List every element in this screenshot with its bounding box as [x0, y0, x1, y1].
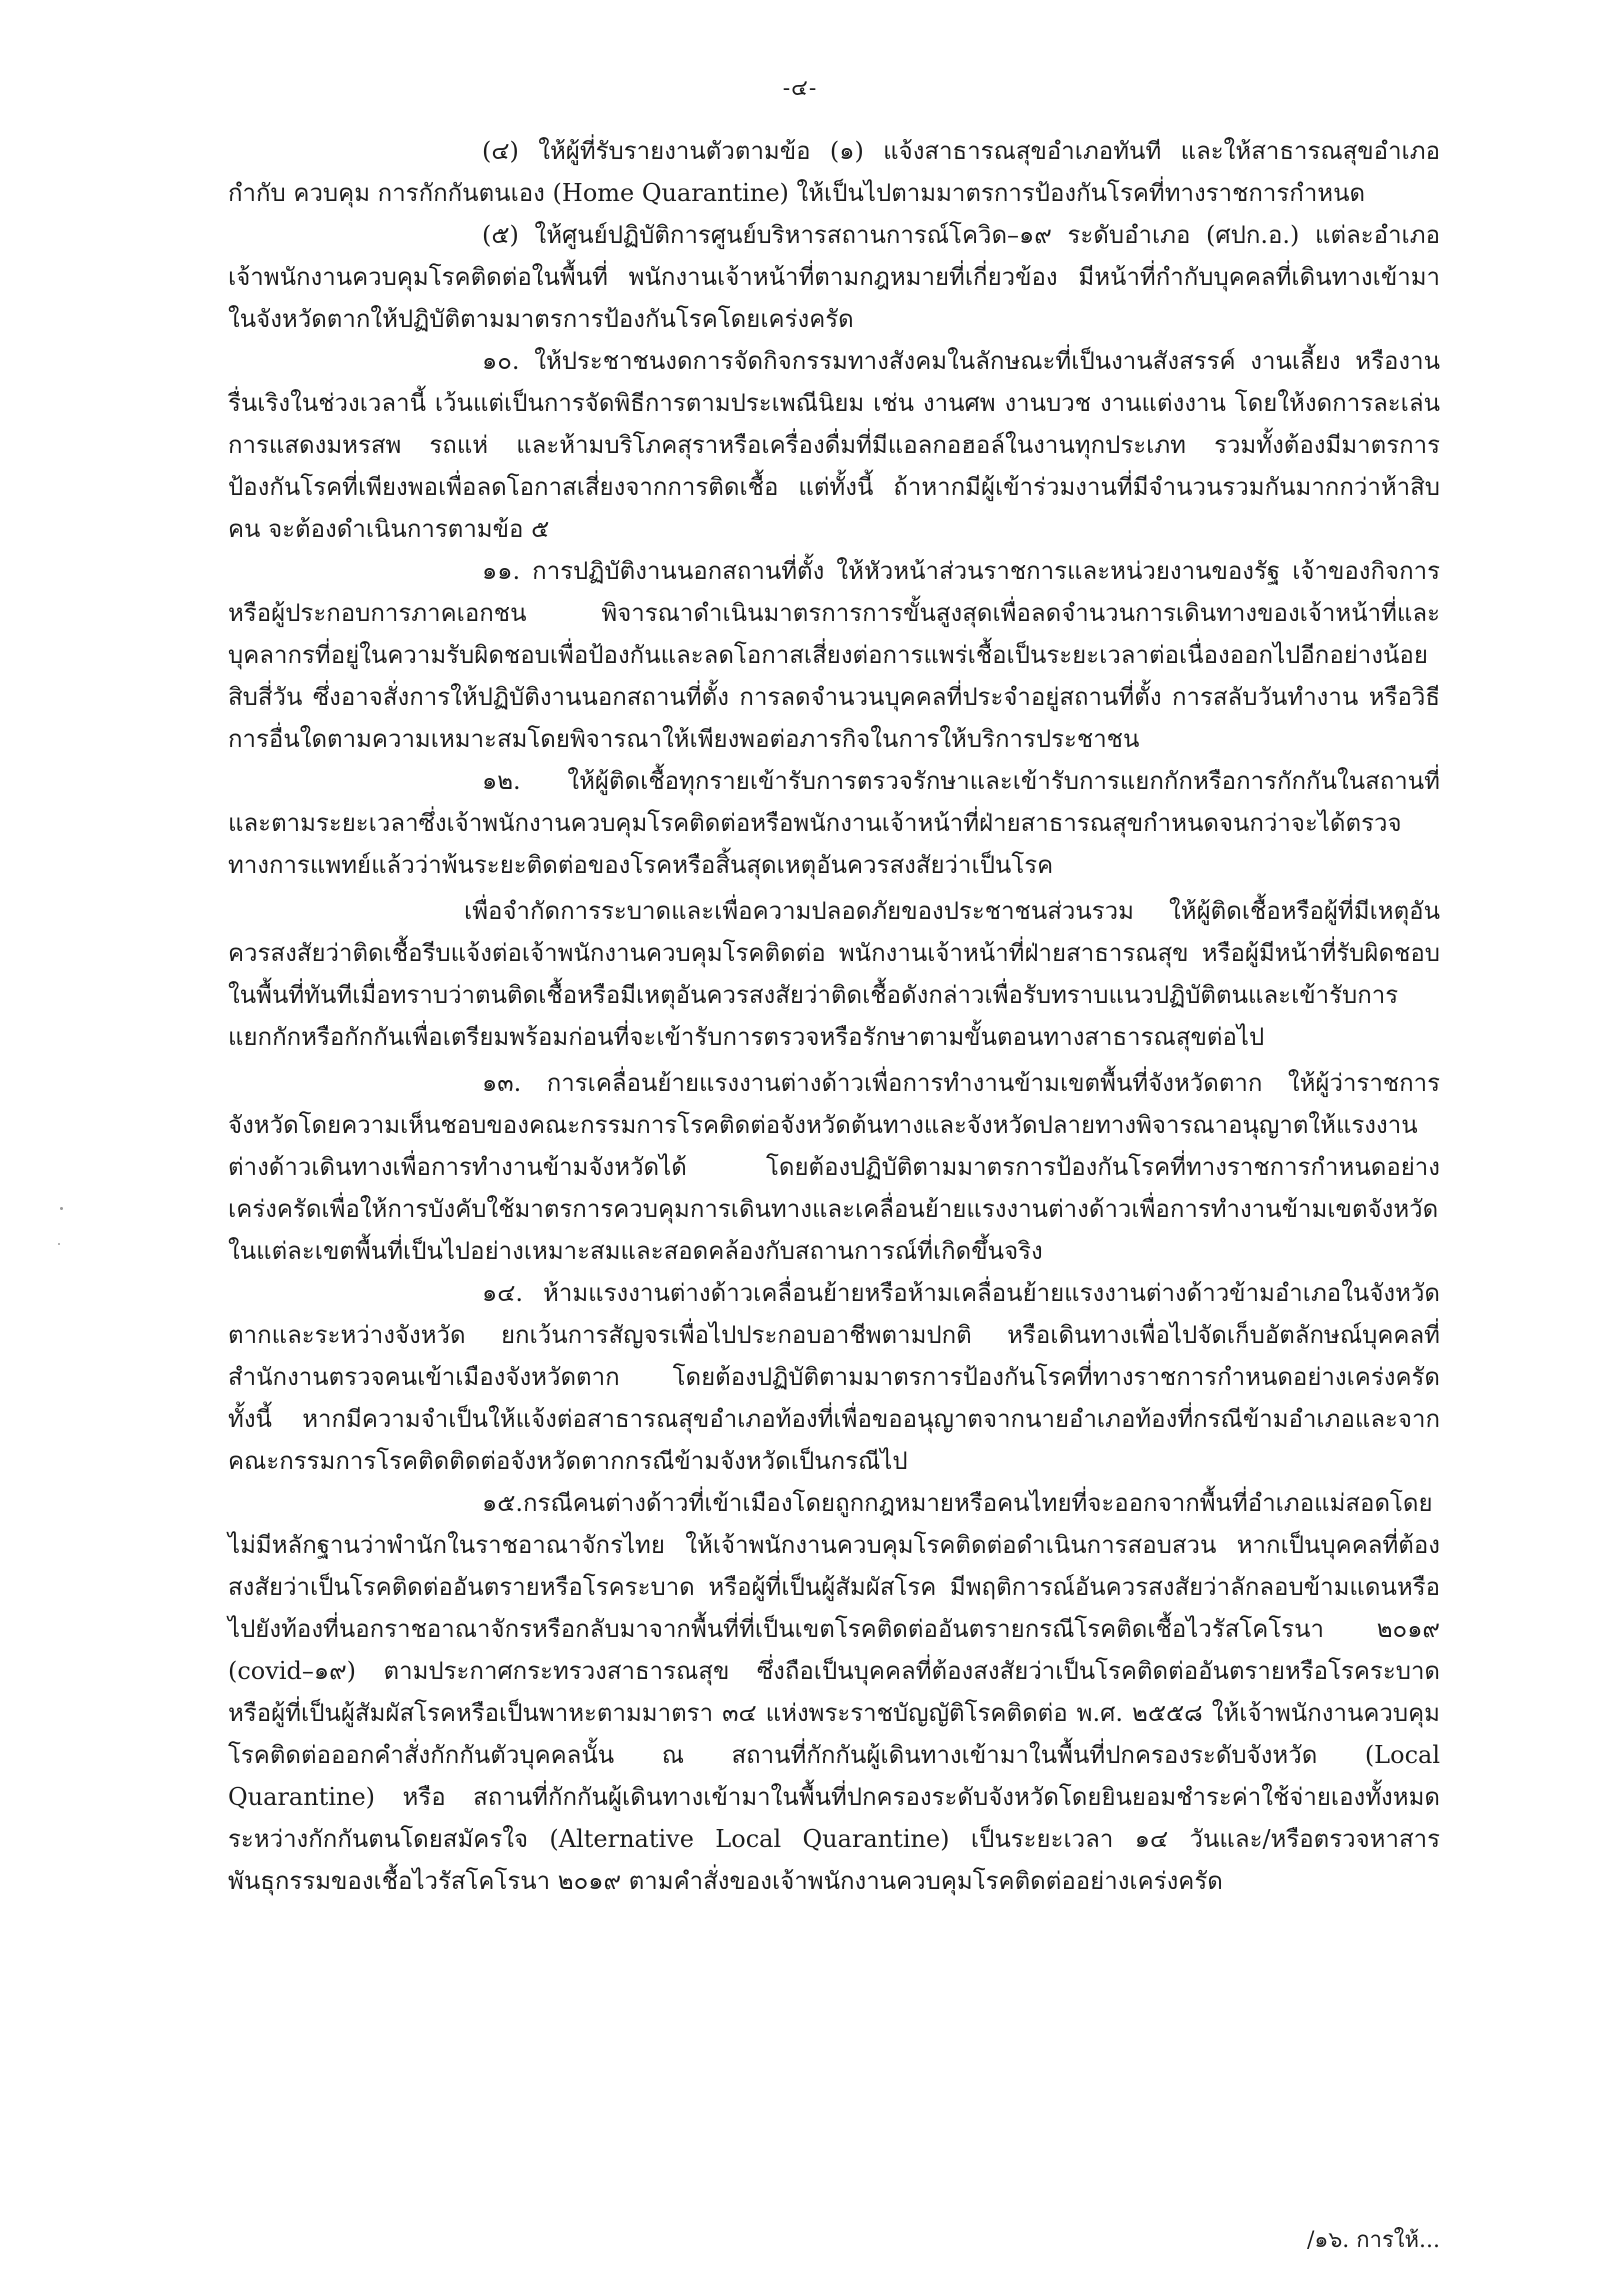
clause-14: ๑๔. ห้ามแรงงานต่างด้าวเคลื่อนย้ายหรือห้ามเคลื่อนย้ายแรงงานต่างด้าวข้ามอำเภอในจังหวัดตากและระหว่างจังหวัด ยกเว้นการสัญจรเพื่อไปประกอบอาชีพตามปกติ หรือเดินทางเพื่อไปจัดเก็บอัตลักษณ์บุคคลที่สำนักงานตรวจคนเข้าเมืองจังหวัดตาก โดยต้องปฏิบัติตามมาตรการป้องกันโรคที่ทางราชการกำหนดอย่างเคร่งครัด ทั้งนี้ หากมีความจำเป็นให้แจ้งต่อสาธารณสุขอำเภอท้องที่เพื่อขออนุญาตจากนายอำเภอท้องที่กรณีข้ามอำเภอและจากคณะกรรมการโรคติดติดต่อจังหวัดตากกรณีข้ามจังหวัดเป็นกรณีไป — [228, 1279, 1440, 1475]
clause-12-note: เพื่อจำกัดการระบาดและเพื่อความปลอดภัยของประชาชนส่วนรวม ให้ผู้ติดเชื้อหรือผู้ที่มีเหตุอันควรสงสัยว่าติดเชื้อรีบแจ้งต่อเจ้าพนักงานควบคุมโรคติดต่อ พนักงานเจ้าหน้าที่ฝ่ายสาธารณสุข หรือผู้มีหน้าที่รับผิดชอบในพื้นที่ทันทีเมื่อทราบว่าตนติดเชื้อหรือมีเหตุอันควรสงสัยว่าติดเชื้อดังกล่าวเพื่อรับทราบแนวปฏิบัติตนและเข้ารับการแยกกักหรือกักกันเพื่อเตรียมพร้อมก่อนที่จะเข้ารับการตรวจหรือรักษาตามขั้นตอนทางสาธารณสุขต่อไป — [228, 897, 1440, 1051]
document-body — [228, 130, 1440, 1902]
paragraph-4: (๔) ให้ผู้ที่รับรายงานตัวตามข้อ (๑) แจ้งสาธารณสุขอำเภอทันที และให้สาธารณสุขอำเภอกำกับ ควบคุม การกักกันตนเอง (Home Quarantine) ให้เป็นไปตามมาตรการป้องกันโรคที่ทางราชการกำหนด — [228, 137, 1440, 207]
scan-speck — [60, 1207, 63, 1210]
clause-10: ๑๐. ให้ประชาชนงดการจัดกิจกรรมทางสังคมในลักษณะที่เป็นงานสังสรรค์ งานเลี้ยง หรืองานรื่นเริงในช่วงเวลานี้ เว้นแต่เป็นการจัดพิธีการตามประเพณีนิยม เช่น งานศพ งานบวช งานแต่งงาน โดยให้งดการละเล่นการแสดงมหรสพ รถแห่ และห้ามบริโภคสุราหรือเครื่องดื่มที่มีแอลกอฮอล์ในงานทุกประเภท รวมทั้งต้องมีมาตรการป้องกันโรคที่เพียงพอเพื่อลดโอกาสเสี่ยงจากการติดเชื้อ แต่ทั้งนี้ ถ้าหากมีผู้เข้าร่วมงานที่มีจำนวนรวมกันมากกว่าห้าสิบคน จะต้องดำเนินการตามข้อ ๕ — [228, 347, 1440, 543]
clause-11: ๑๑. การปฏิบัติงานนอกสถานที่ตั้ง ให้หัวหน้าส่วนราชการและหน่วยงานของรัฐ เจ้าของกิจการหรือผู้ประกอบการภาคเอกชน พิจารณาดำเนินมาตรการการขั้นสูงสุดเพื่อลดจำนวนการเดินทางของเจ้าหน้าที่และบุคลากรที่อยู่ในความรับผิดชอบเพื่อป้องกันและลดโอกาสเสี่ยงต่อการแพร่เชื้อเป็นระยะเวลาต่อเนื่องออกไปอีกอย่างน้อยสิบสี่วัน ซึ่งอาจสั่งการให้ปฏิบัติงานนอกสถานที่ตั้ง การลดจำนวนบุคคลที่ประจำอยู่สถานที่ตั้ง การสลับวันทำงาน หรือวิธีการอื่นใดตามความเหมาะสมโดยพิจารณาให้เพียงพอต่อภารกิจในการให้บริการประชาชน — [228, 557, 1440, 753]
paragraph-5: (๕) ให้ศูนย์ปฏิบัติการศูนย์บริหารสถานการณ์โควิด–๑๙ ระดับอำเภอ (ศปก.อ.) แต่ละอำเภอเจ้าพนักงานควบคุมโรคติดต่อในพื้นที่ พนักงานเจ้าหน้าที่ตามกฎหมายที่เกี่ยวข้อง มีหน้าที่กำกับบุคคลที่เดินทางเข้ามาในจังหวัดตากให้ปฏิบัติตามมาตรการป้องกันโรคโดยเคร่งครัด — [228, 221, 1440, 333]
continuation-marker: /๑๖. การให้... — [1306, 2228, 1440, 2253]
clause-12: ๑๒. ให้ผู้ติดเชื้อทุกรายเข้ารับการตรวจรักษาและเข้ารับการแยกกักหรือการกักกันในสถานที่และตามระยะเวลาซึ่งเจ้าพนักงานควบคุมโรคติดต่อหรือพนักงานเจ้าหน้าที่ฝ่ายสาธารณสุขกำหนดจนกว่าจะได้ตรวจทางการแพทย์แล้วว่าพ้นระยะติดต่อของโรคหรือสิ้นสุดเหตุอันควรสงสัยว่าเป็นโรค — [228, 767, 1440, 879]
clause-15: ๑๕.กรณีคนต่างด้าวที่เข้าเมืองโดยถูกกฎหมายหรือคนไทยที่จะออกจากพื้นที่อำเภอแม่สอดโดยไม่มีหลักฐานว่าพำนักในราชอาณาจักรไทย ให้เจ้าพนักงานควบคุมโรคติดต่อดำเนินการสอบสวน หากเป็นบุคคลที่ต้องสงสัยว่าเป็นโรคติดต่ออันตรายหรือโรคระบาด หรือผู้ที่เป็นผู้สัมผัสโรค มีพฤติการณ์อันควรสงสัยว่าลักลอบข้ามแดนหรือไปยังท้องที่นอกราชอาณาจักรหรือกลับมาจากพื้นที่ที่เป็นเขตโรคติดต่ออันตรายกรณีโรคติดเชื้อไวรัสโคโรนา ๒๐๑๙ (covid–๑๙) ตามประกาศกระทรวงสาธารณสุข ซึ่งถือเป็นบุคคลที่ต้องสงสัยว่าเป็นโรคติดต่ออันตรายหรือโรคระบาด หรือผู้ที่เป็นผู้สัมผัสโรคหรือเป็นพาหะตามมาตรา ๓๔ แห่งพระราชบัญญัติโรคติดต่อ พ.ศ. ๒๕๕๘ ให้เจ้าพนักงานควบคุมโรคติดต่อออกคำสั่งกักกันตัวบุคคลนั้น ณ สถานที่กักกันผู้เดินทางเข้ามาในพื้นที่ปกครองระดับจังหวัด (Local Quarantine) หรือ สถานที่กักกันผู้เดินทางเข้ามาในพื้นที่ปกครองระดับจังหวัดโดยยินยอมชำระค่าใช้จ่ายเองทั้งหมดระหว่างกักกันตนโดยสมัครใจ (Alternative Local Quarantine) เป็นระยะเวลา ๑๔ วันและ/หรือตรวจหาสารพันธุกรรมของเชื้อไวรัสโคโรนา ๒๐๑๙ ตามคำสั่งของเจ้าพนักงานควบคุมโรคติดต่ออย่างเคร่งครัด — [228, 1489, 1440, 1895]
page-number: -๔- — [782, 76, 818, 101]
clause-13: ๑๓. การเคลื่อนย้ายแรงงานต่างด้าวเพื่อการทำงานข้ามเขตพื้นที่จังหวัดตาก ให้ผู้ว่าราชการจังหวัดโดยความเห็นชอบของคณะกรรมการโรคติดต่อจังหวัดต้นทางและจังหวัดปลายทางพิจารณาอนุญาตให้แรงงานต่างด้าวเดินทางเพื่อการทำงานข้ามจังหวัดได้ โดยต้องปฏิบัติตามมาตรการป้องกันโรคที่ทางราชการกำหนดอย่างเคร่งครัดเพื่อให้การบังคับใช้มาตรการควบคุมการเดินทางและเคลื่อนย้ายแรงงานต่างด้าวเพื่อการทำงานข้ามเขตจังหวัดในแต่ละเขตพื้นที่เป็นไปอย่างเหมาะสมและสอดคล้องกับสถานการณ์ที่เกิดขึ้นจริง — [228, 1069, 1440, 1265]
scan-speck — [58, 1243, 60, 1245]
